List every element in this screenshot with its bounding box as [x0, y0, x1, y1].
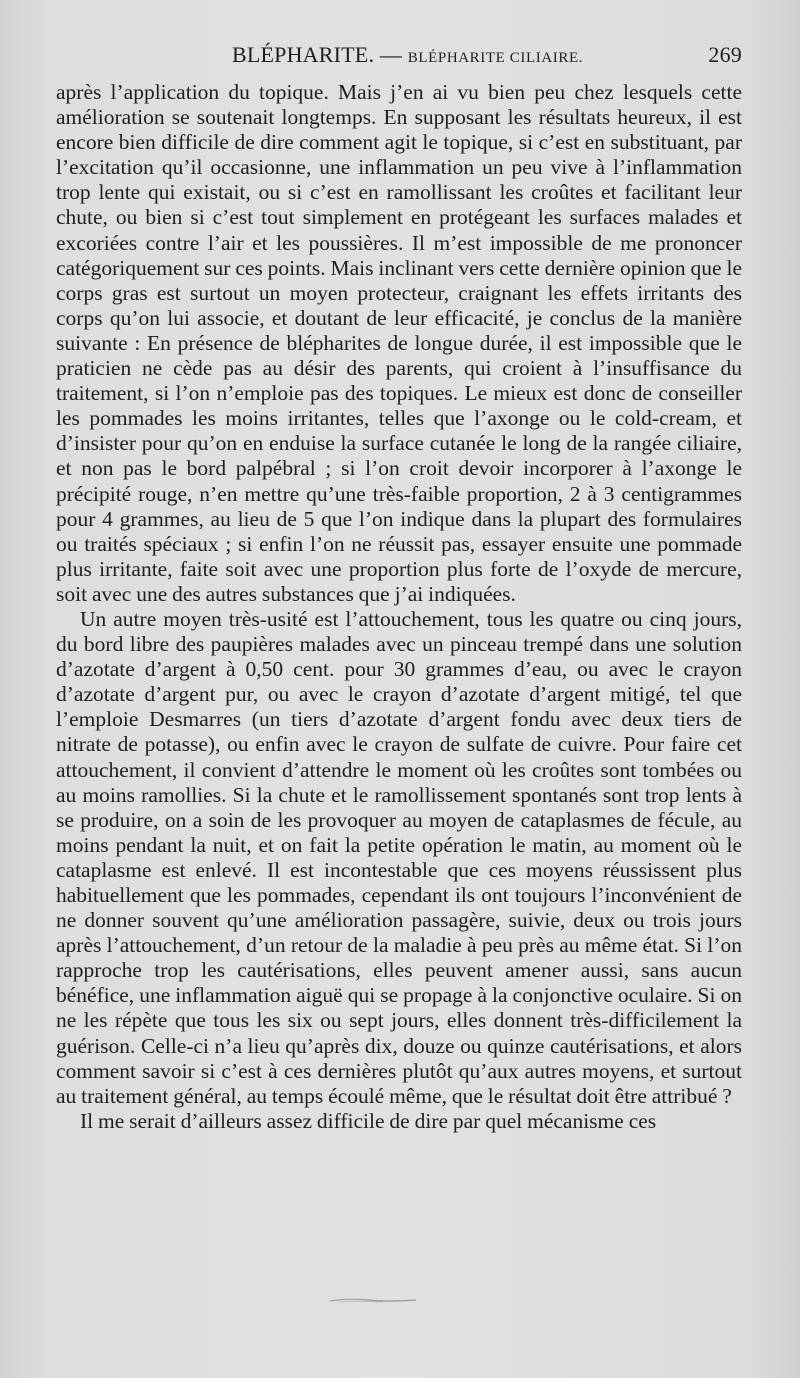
paragraph-1: après l’application du topique. Mais j’en ai vu bien peu chez lesquels cette amélioration se soutenait longtemps. En supposant les résultats heureux, il est encore bien difficile de dire comment agit le topique, si c’est en substituant, par l’excitation qu’il occasionne, une inflammation un peu vive à l’inflammation trop lente qui existait, ou si c’est en ramollissant les croûtes et facilitant leur chute, ou bien si c’est tout simplement en protégeant les surfaces malades et excoriées contre l’air et les poussières. Il m’est impossible de me prononcer catégoriquement sur ces points. Mais inclinant vers cette dernière opinion que le corps gras est surtout un moyen protecteur, craignant les effets irritants des corps qu’on lui associe, et doutant de leur efficacité, je conclus de la manière suivante : En présence de blépharites de longue durée, il est impossible que le praticien ne cède pas au désir des parents, qui croient à l’insuffisance du traitement, si l’on n’emploie pas des topiques. Le mieux est donc de conseiller les pommades les moins irritantes, telles que l’axonge ou le cold-cream, et d’insister pour qu’on en enduise la surface cutanée le long de la rangée ciliaire, et non pas le bord palpébral ; si l’on croit devoir incorporer à l’axonge le précipité rouge, n’en mettre qu’une très-faible proportion, 2 à 3 centigrammes pour 4 grammes, au lieu de 5 que l’on indique dans la plupart des formulaires ou traités spéciaux ; si enfin l’on ne réussit pas, essayer ensuite une pommade plus irritante, faite soit avec une proportion plus forte de l’oxyde de mercure, soit avec une des autres substances que j’ai indiquées. — [56, 80, 742, 606]
paragraph-2: Un autre moyen très-usité est l’attouchement, tous les quatre ou cinq jours, du bord libre des paupières malades avec un pinceau trempé dans une solution d’azotate d’argent à 0,50 cent. pour 30 grammes d’eau, ou avec le crayon d’azotate d’argent pur, ou avec le crayon d’azotate d’argent mitigé, tel que l’emploie Desmarres (un tiers d’azotate d’argent fondu avec deux tiers de nitrate de potasse), ou enfin avec le crayon de sulfate de cuivre. Pour faire cet attouchement, il convient d’attendre le moment où les croûtes sont tombées ou au moins ramollies. Si la chute et le ramollissement spontanés sont trop lents à se produire, on a soin de les provoquer au moyen de cataplasmes de fécule, au moins pendant la nuit, et on fait la petite opération le matin, au moment où le cataplasme est enlevé. Il est incontestable que ces moyens réussissent plus habituellement que les pommades, cependant ils ont toujours l’inconvénient de ne donner souvent qu’une amélioration passagère, suivie, deux ou trois jours après l’attouchement, d’un retour de la maladie à peu près au même état. Si l’on rapproche trop les cautérisations, elles peuvent amener aussi, sans aucun bénéfice, une inflammation aiguë qui se propage à la conjonctive oculaire. Si on ne les répète que tous les six ou sept jours, elles donnent très-difficilement la guérison. Celle-ci n’a lieu qu’après dix, douze ou quinze cautérisations, et alors comment savoir si c’est à ces dernières plutôt qu’aux autres moyens, et surtout au traitement général, au temps écoulé même, que le résultat doit être attribué ? — [56, 606, 742, 1108]
body-text — [56, 80, 742, 1134]
page-number: 269 — [708, 42, 742, 67]
running-title-main: BLÉPHARITE. — — [232, 42, 408, 67]
bottom-smudge-ornament — [328, 1296, 418, 1304]
paragraph-3: Il me serait d’ailleurs assez difficile de dire par quel mécanisme ces — [80, 1108, 657, 1133]
running-title-sub: BLÉPHARITE CILIAIRE. — [407, 50, 584, 66]
running-title — [232, 42, 583, 68]
running-header — [56, 42, 742, 72]
